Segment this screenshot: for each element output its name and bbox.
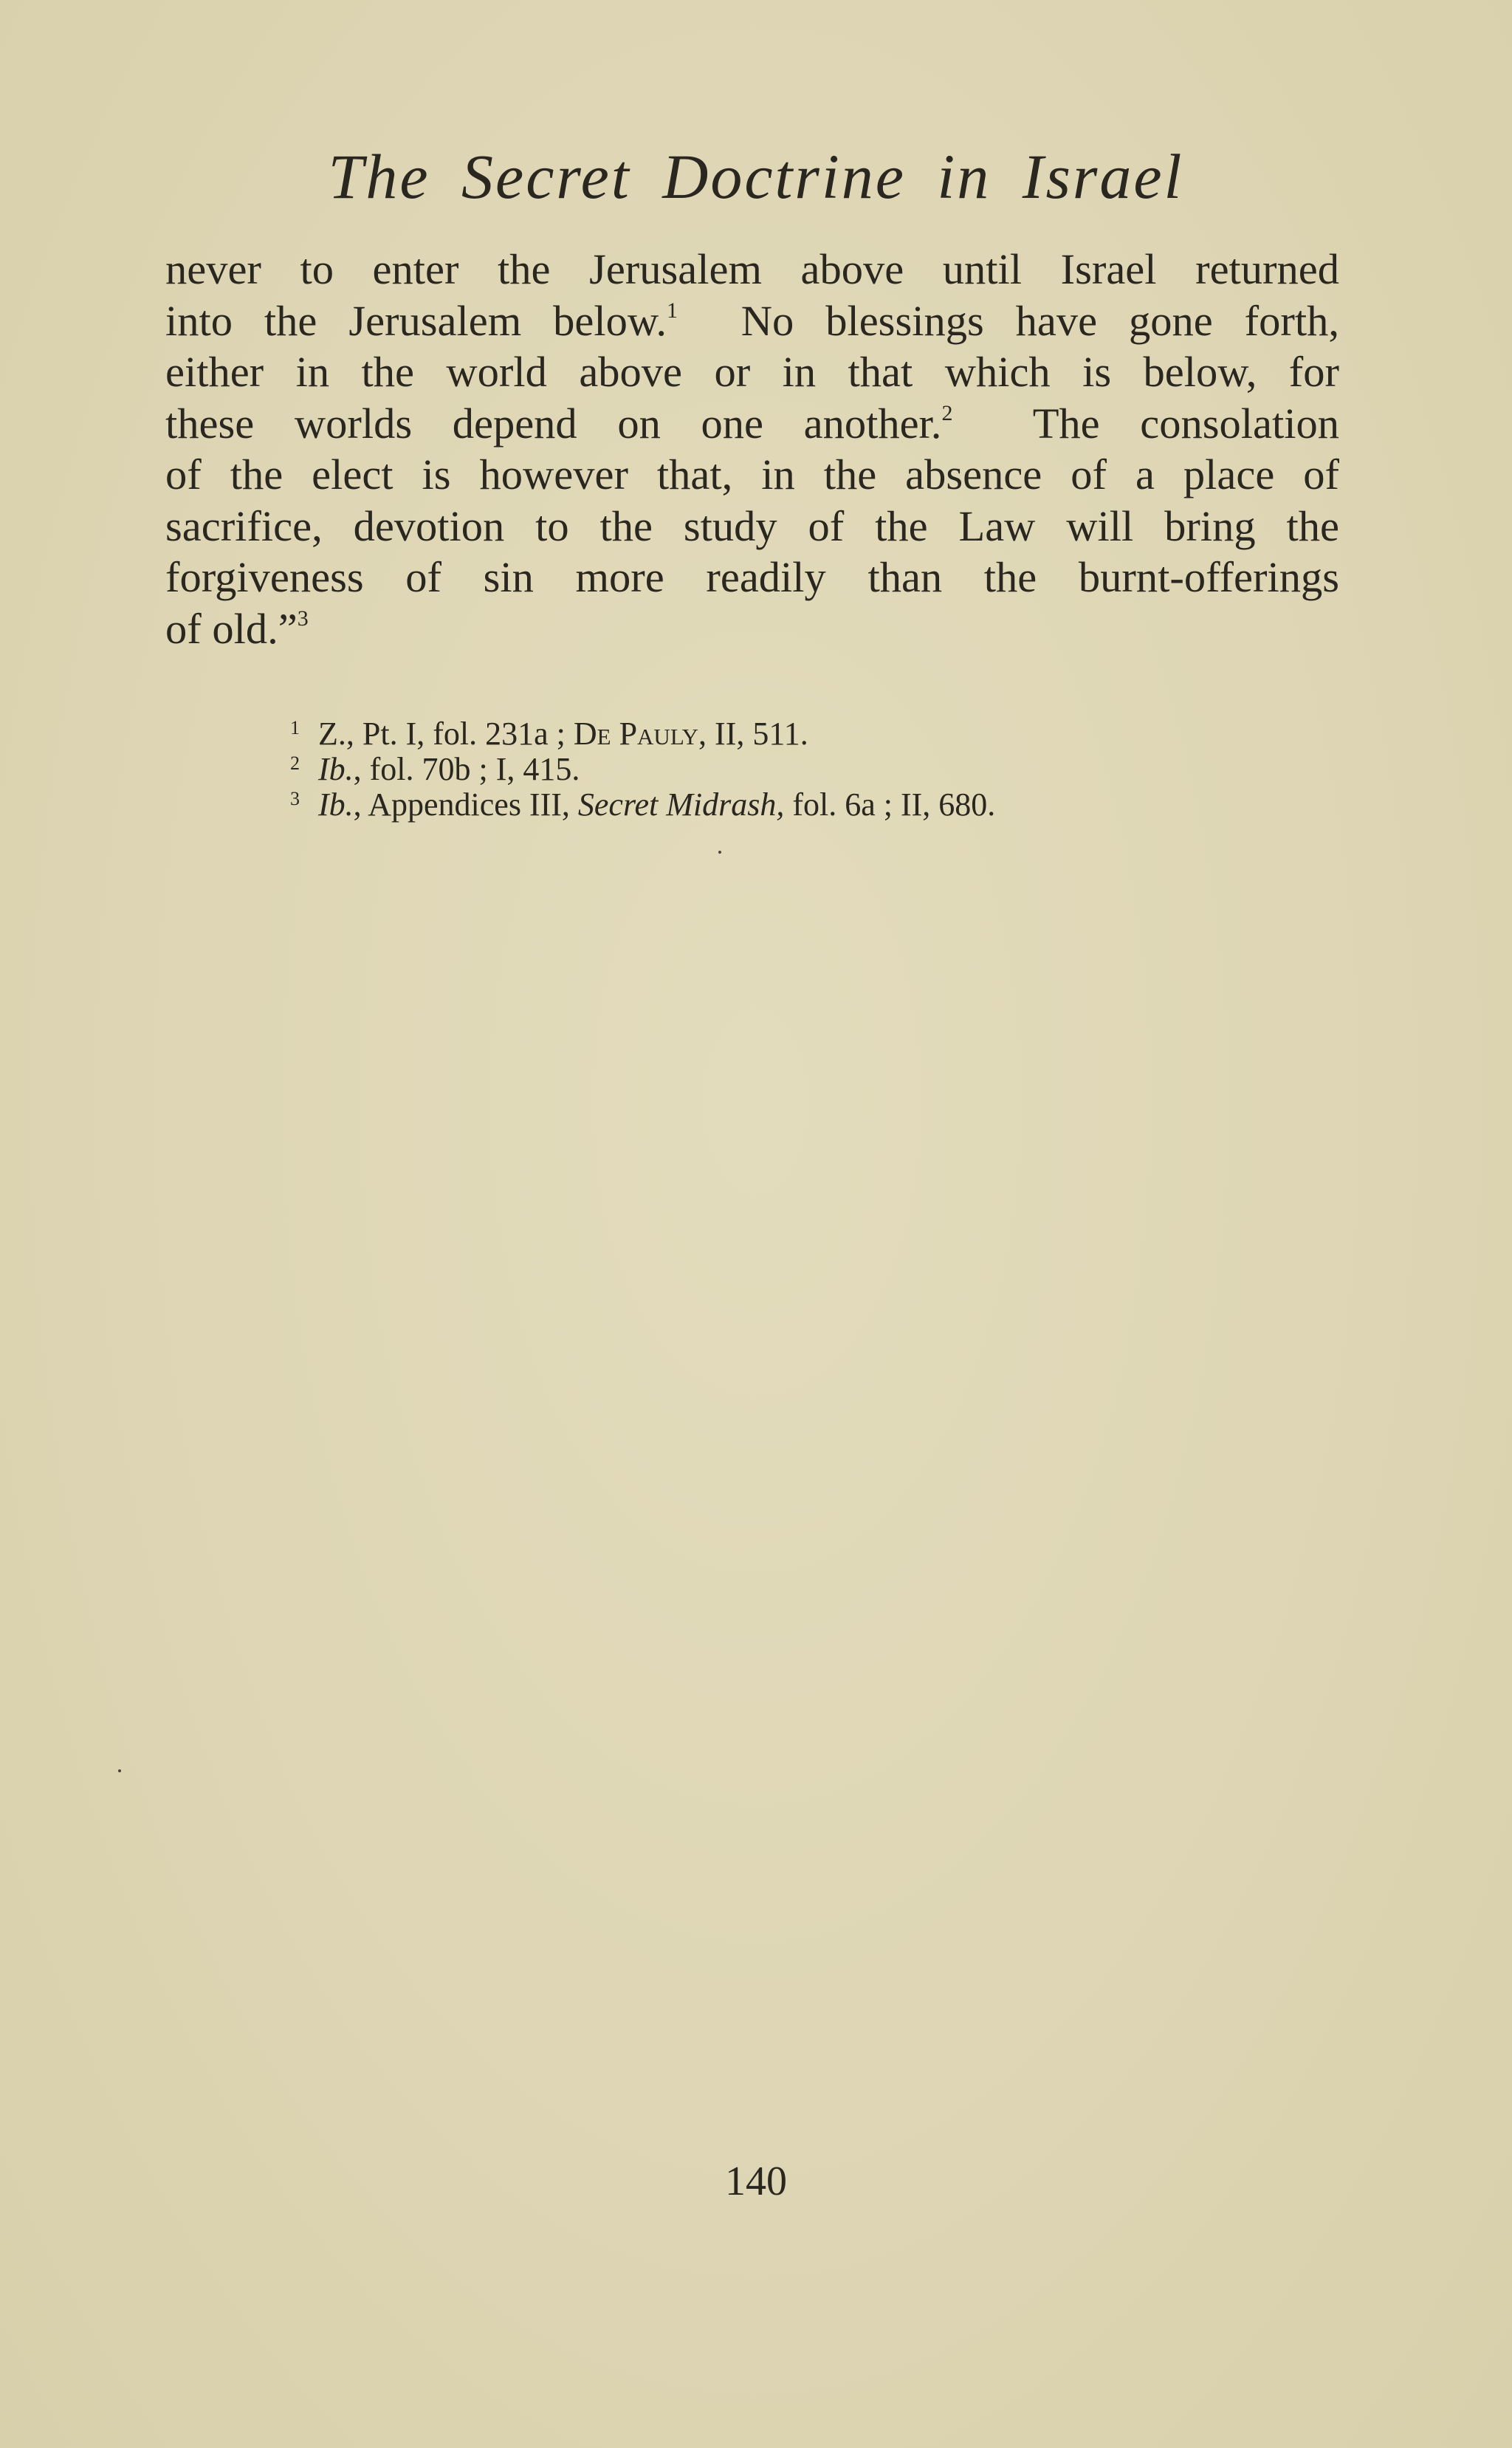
footnote-marker: 1 [666, 298, 678, 323]
body-line: into the Jerusalem below.$^1$ No blessings have gone forth, [165, 296, 1339, 345]
body-line: forgiveness of sin more readily than the burnt-offerings [165, 553, 1339, 601]
ink-speck [118, 1769, 121, 1772]
footnote-number: 1 [290, 717, 300, 738]
page-number: 140 [725, 2159, 787, 2204]
footnote-2: 2 Ib., fol. 70b ; I, 415. [290, 746, 995, 781]
footnote-marker: 2 [941, 400, 953, 425]
body-line: of old.”$^3$ [165, 604, 309, 653]
footnote-1: 1 Z., Pt. I, fol. 231a ; De Pauly, II, 511. [290, 710, 995, 746]
footnote-3: 3 Ib., Appendices III, Secret Midrash, fol. 6a ; II, 680. [290, 781, 995, 817]
body-line: of the elect is however that, in the absence of a place of [165, 450, 1339, 498]
footnote-number: 2 [290, 752, 300, 774]
body-line: sacrifice, devotion to the study of the Law will bring the [165, 501, 1339, 550]
body-line: never to enter the Jerusalem above until Israel returned [165, 245, 1339, 293]
footnote-number: 3 [290, 788, 300, 809]
running-title: The Secret Doctrine in Israel [328, 141, 1184, 212]
footnotes [290, 710, 996, 823]
body-paragraph [165, 244, 1339, 654]
body-line: these worlds depend on one another.$^2$ The consolation [165, 399, 1340, 448]
ink-speck [718, 851, 721, 854]
body-line: either in the world above or in that which is below, for [165, 348, 1339, 396]
footnote-marker: 3 [297, 606, 309, 631]
